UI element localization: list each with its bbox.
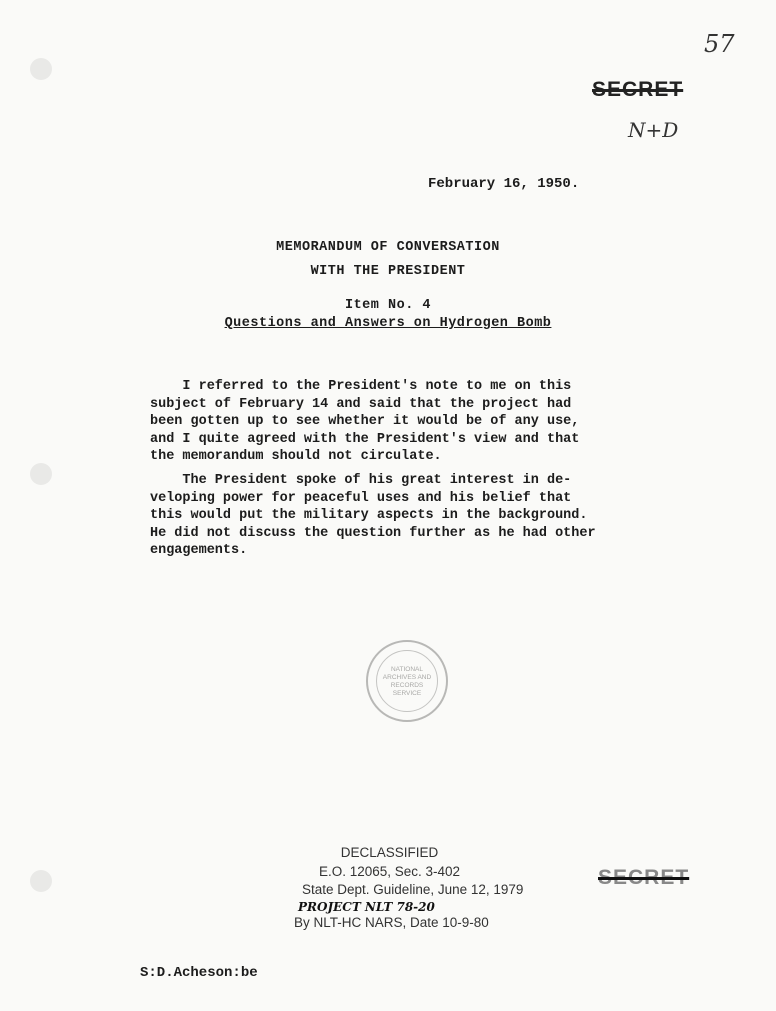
classification-marking-top: SECRET	[592, 78, 684, 101]
classification-marking-bottom: SECRET	[598, 866, 690, 889]
memo-title-line1: MEMORANDUM OF CONVERSATION	[276, 240, 500, 255]
by-line: By NLT-HC NARS, Date 10-9-80	[294, 914, 489, 930]
handwritten-annotation: N+D	[628, 118, 679, 142]
stamp-line-1: NATIONAL	[390, 666, 424, 673]
memo-date: February 16, 1950.	[428, 176, 580, 192]
state-dept-line: State Dept. Guideline, June 12, 1979	[302, 882, 524, 897]
stamp-line-2: ARCHIVES AND	[382, 674, 432, 681]
page-number-mark: 57	[704, 30, 735, 58]
punch-hole-bottom	[30, 870, 52, 892]
stamp-line-3: RECORDS	[390, 682, 424, 689]
memo-paragraph-1: I referred to the President's note to me on this subject of February 14 and said that the project had been gotten up to see whether it would be of any use, and I quite agreed with the President's view and that the memorandum should not circulate.	[150, 379, 580, 464]
memo-title-line2: WITH THE PRESIDENT	[310, 264, 466, 279]
declassification-block	[282, 844, 582, 932]
archives-stamp	[366, 640, 448, 722]
memo-item-number: Item No. 4	[344, 298, 431, 313]
executive-order-line: E.O. 12065, Sec. 3-402	[318, 863, 461, 879]
project-line: PROJECT NLT 78-20	[298, 899, 435, 914]
drafter-reference: S:D.Acheson:be	[140, 965, 258, 981]
memo-subject: Questions and Answers on Hydrogen Bomb	[224, 316, 552, 331]
memo-paragraph-2: The President spoke of his great interest in de- veloping power for peaceful uses and his belief that this would put the military aspects in the background. He did not discuss the question further as he had other engagements.	[150, 473, 596, 558]
declassified-heading: DECLASSIFIED	[340, 845, 439, 860]
stamp-line-4: SERVICE	[392, 690, 422, 697]
punch-hole-top	[30, 58, 52, 80]
punch-hole-middle	[30, 463, 52, 485]
